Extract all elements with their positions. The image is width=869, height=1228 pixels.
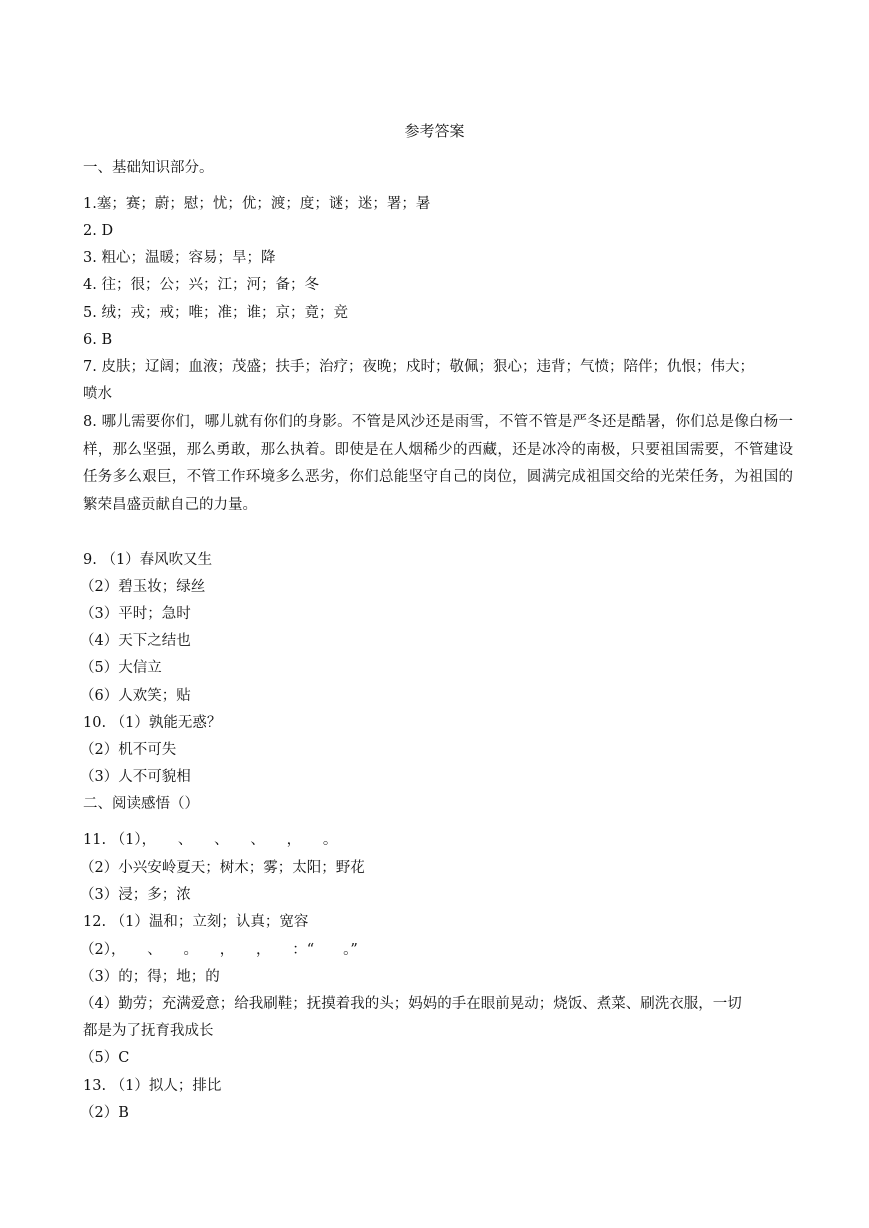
answer-q9-1: 9. （1）春风吹又生 <box>83 552 213 568</box>
answer-q8-paragraph: 8. 哪儿需要你们，哪儿就有你们的身影。不管是风沙还是雨雪，不管不管是严冬还是酷暑，你们总是像白杨一样，那么坚强，那么勇敢，那么执着。即使是在人烟稀少的西藏，还是冰冷的南极，只要祖国需要，不管建设任务多么艰巨，不管工作环境多么恶劣，你们总能坚守自己的岗位，圆满完成祖国交给的光荣任务，为祖国的繁荣昌盛贡献自己的力量。 <box>83 414 793 513</box>
answer-q9-6: （6）人欢笑；贴 <box>80 688 191 704</box>
answer-q9-2: （2）碧玉妆；绿丝 <box>80 579 206 595</box>
answer-q11-1: 11. （1）， 、 、 、 ， 。 <box>83 832 338 848</box>
answer-q13-1: 13. （1）拟人；排比 <box>83 1078 222 1094</box>
answer-q12-3: （3）的；得；地；的 <box>80 969 220 985</box>
answer-q12-1: 12. （1）温和；立刻；认真；宽容 <box>83 914 309 930</box>
section-heading-basics: 一、基础知识部分。 <box>83 160 214 176</box>
answer-q12-4-line1: （4）勤劳；充满爱意；给我刷鞋；抚摸着我的头；妈妈的手在眼前晃动；烧饭、煮菜、刷洗衣服，一切 <box>80 996 742 1012</box>
answer-q7-line1: 7. 皮肤；辽阔；血液；茂盛；扶手；治疗；夜晚；戍时；敬佩；狠心；违背；气愤；陪伴；仇恨；伟大； <box>83 359 754 375</box>
answer-q5: 5. 绒；戎；戒；唯；准；谁；京；竟；竞 <box>83 305 348 321</box>
answer-q9-3: （3）平时；急时 <box>80 606 191 622</box>
answer-q9-4: （4）天下之结也 <box>80 633 191 649</box>
answer-q11-2: （2）小兴安岭夏天；树木；雾；太阳；野花 <box>80 860 365 876</box>
answer-q2: 2. D <box>83 223 114 239</box>
answer-q12-2: （2）， 、 。 ， ， ：“ 。” <box>80 942 358 958</box>
answer-q12-5: （5）C <box>80 1050 130 1066</box>
answer-q3: 3. 粗心；温暖；容易；旱；降 <box>83 250 276 266</box>
answer-q9-5: （5）大信立 <box>80 660 162 676</box>
answer-q6: 6. B <box>83 332 113 348</box>
answer-q10-3: （3）人不可貌相 <box>80 769 191 785</box>
answer-q12-4-line2: 都是为了抚育我成长 <box>83 1023 214 1039</box>
section-heading-reading: 二、阅读感悟（） <box>83 796 199 812</box>
answer-q11-3: （3）浸；多；浓 <box>80 887 191 903</box>
answer-q1: 1.塞；赛；蔚；慰；忧；优；渡；度；谜；迷；署；暑 <box>83 196 431 212</box>
answer-q13-2: （2）B <box>80 1105 129 1121</box>
answer-q10-2: （2）机不可失 <box>80 742 177 758</box>
page-title: 参考答案 <box>404 122 465 140</box>
answer-q10-1: 10. （1）孰能无惑？ <box>83 715 222 731</box>
answer-q4: 4. 往；很；公；兴；江；河；备；冬 <box>83 277 319 293</box>
answer-q7-line2: 喷水 <box>83 386 112 402</box>
